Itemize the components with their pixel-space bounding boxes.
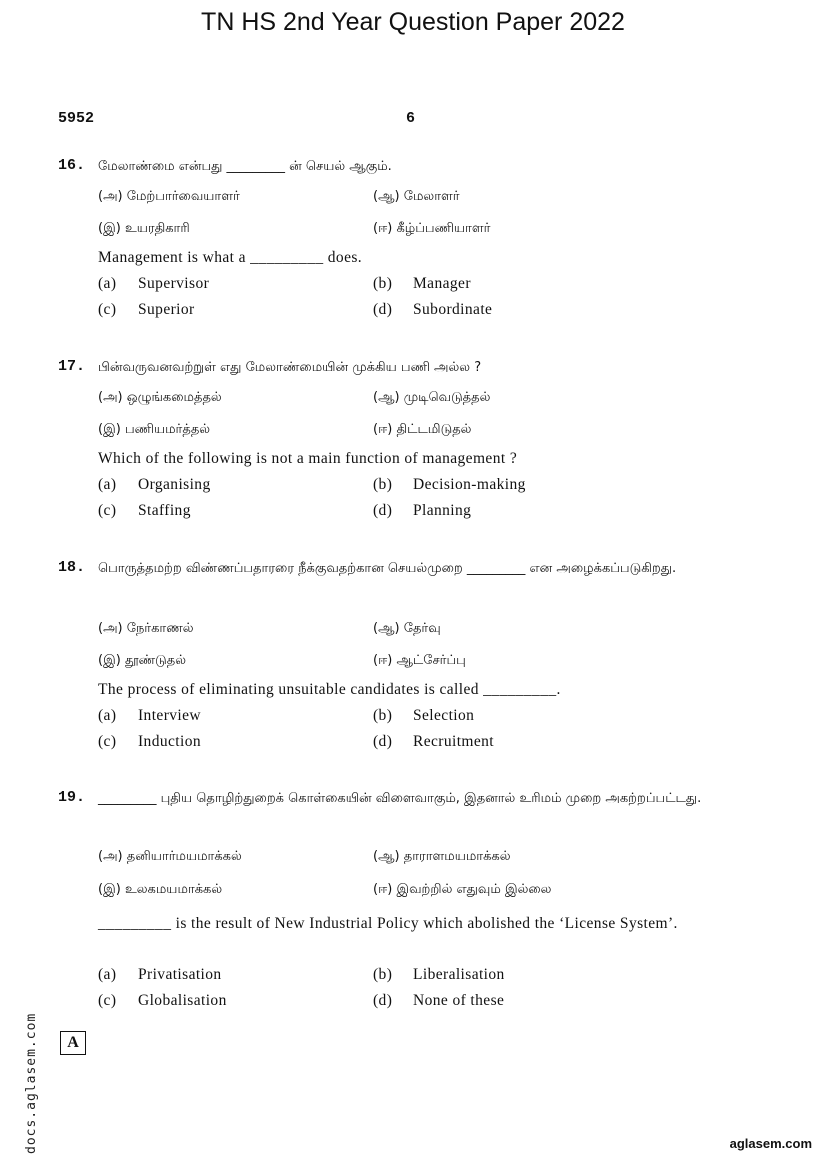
footer-brand: aglasem.com (729, 1136, 812, 1151)
english-option-c (98, 502, 191, 520)
tamil-option-c (98, 221, 190, 237)
question-19 (58, 789, 733, 1019)
option-text: Privatisation (138, 966, 222, 983)
paper-code: 5952 (58, 110, 95, 127)
tamil-question-text: பின்வருவனவற்றுள் எது மேலாண்மையின் முக்கிய பணி அல்ல ? (98, 360, 482, 375)
question-number: 17. (58, 358, 86, 375)
option-label: (c) (98, 733, 117, 750)
english-option-b (373, 707, 474, 725)
english-option-a (98, 707, 201, 725)
option-text: Staffing (138, 502, 191, 519)
option-text: Superior (138, 301, 195, 318)
side-watermark: docs.aglasem.com (24, 1012, 39, 1154)
option-label: (ஆ) (373, 189, 400, 204)
option-label: (a) (98, 707, 117, 724)
question-number: 19. (58, 789, 86, 806)
english-option-a (98, 476, 211, 494)
tamil-option-a (98, 849, 242, 865)
option-label: (ஈ) (373, 422, 393, 437)
option-label: (c) (98, 502, 117, 519)
option-text: இவற்றில் எதுவும் இல்லை (396, 882, 552, 897)
english-option-b (373, 476, 526, 494)
option-text: மேற்பார்வையாளர் (126, 189, 240, 204)
option-label: (இ) (98, 653, 121, 668)
english-question-text: The process of eliminating unsuitable candidates is called _________. (98, 681, 561, 698)
tamil-option-a (98, 390, 222, 406)
page-title: TN HS 2nd Year Question Paper 2022 (201, 8, 625, 36)
tamil-question-text: பொருத்தமற்ற விண்ணப்பதாரரை நீக்குவதற்கான செயல்முறை _________ என அழைக்கப்படுகிறது. (98, 561, 677, 576)
option-label: (a) (98, 966, 117, 983)
tamil-option-b (373, 621, 441, 637)
option-label: (அ) (98, 390, 123, 405)
english-question-text: Which of the following is not a main function of management ? (98, 450, 518, 467)
tamil-option-a (98, 621, 194, 637)
option-text: தனியார்மயமாக்கல் (126, 849, 242, 864)
option-text: தூண்டுதல் (124, 653, 187, 668)
option-label: (b) (373, 966, 393, 983)
option-label: (ஆ) (373, 849, 400, 864)
option-label: (d) (373, 992, 393, 1009)
english-option-d (373, 992, 504, 1010)
page-number: 6 (406, 110, 416, 127)
english-option-a (98, 275, 209, 293)
option-text: மேலாளர் (403, 189, 460, 204)
option-text: Induction (138, 733, 202, 750)
tamil-option-c (98, 882, 222, 898)
option-text: ஒழுங்கமைத்தல் (126, 390, 222, 405)
option-text: Subordinate (413, 301, 493, 318)
option-label: (b) (373, 707, 393, 724)
english-option-d (373, 733, 494, 751)
option-label: (b) (373, 275, 393, 292)
option-text: ஆட்சேர்ப்பு (396, 653, 466, 668)
option-text: Recruitment (413, 733, 495, 750)
tamil-option-d (373, 653, 466, 669)
option-label: (அ) (98, 849, 123, 864)
option-text: தேர்வு (403, 621, 441, 636)
option-text: Organising (138, 476, 211, 493)
option-text: முடிவெடுத்தல் (403, 390, 491, 405)
option-label: (ஈ) (373, 882, 393, 897)
option-label: (இ) (98, 422, 121, 437)
option-text: பணியமர்த்தல் (124, 422, 211, 437)
option-text: Decision-making (413, 476, 526, 493)
option-label: (ஆ) (373, 621, 400, 636)
option-label: (d) (373, 502, 393, 519)
option-text: None of these (413, 992, 505, 1009)
option-label: (ஈ) (373, 221, 393, 236)
option-text: நேர்காணல் (126, 621, 194, 636)
option-text: Supervisor (138, 275, 210, 292)
option-text: Globalisation (138, 992, 227, 1009)
english-option-b (373, 966, 505, 984)
option-text: Selection (413, 707, 475, 724)
question-number: 16. (58, 157, 86, 174)
tamil-option-d (373, 882, 551, 898)
option-text: தாராளமயமாக்கல் (403, 849, 511, 864)
english-option-d (373, 502, 471, 520)
question-18 (58, 559, 733, 759)
tamil-option-d (373, 221, 490, 237)
option-text: உயரதிகாரி (124, 221, 190, 236)
option-label: (அ) (98, 621, 123, 636)
option-label: (c) (98, 992, 117, 1009)
english-question-text: _________ is the result of New Industrial Policy which abolished the ‘License System’. (98, 915, 678, 932)
option-label: (d) (373, 301, 393, 318)
tamil-option-b (373, 189, 460, 205)
option-label: (இ) (98, 882, 121, 897)
question-17 (58, 358, 733, 528)
option-text: Manager (413, 275, 471, 292)
english-option-a (98, 966, 222, 984)
english-option-b (373, 275, 471, 293)
tamil-question-text: மேலாண்மை என்பது _________ ன் செயல் ஆகும். (98, 159, 392, 174)
option-label: (ஈ) (373, 653, 393, 668)
english-option-c (98, 301, 195, 319)
option-label: (d) (373, 733, 393, 750)
option-text: Planning (413, 502, 472, 519)
option-text: Interview (138, 707, 201, 724)
tamil-option-a (98, 189, 240, 205)
tamil-option-c (98, 653, 186, 669)
english-question-text: Management is what a _________ does. (98, 249, 363, 266)
option-label: (a) (98, 476, 117, 493)
tamil-question-text: _________ புதிய தொழிற்துறைக் கொள்கையின் விளைவாகும், இதனால் உரிமம் முறை அகற்றப்பட்டது. (98, 791, 702, 806)
option-text: கீழ்ப்பணியாளர் (396, 221, 491, 236)
option-text: உலகமயமாக்கல் (124, 882, 223, 897)
tamil-option-b (373, 390, 490, 406)
tamil-option-d (373, 422, 471, 438)
tamil-option-c (98, 422, 210, 438)
option-label: (இ) (98, 221, 121, 236)
english-option-c (98, 733, 201, 751)
option-label: (ஆ) (373, 390, 400, 405)
option-text: Liberalisation (413, 966, 505, 983)
english-option-c (98, 992, 227, 1010)
option-text: திட்டமிடுதல் (396, 422, 472, 437)
option-label: (b) (373, 476, 393, 493)
option-label: (a) (98, 275, 117, 292)
option-label: (அ) (98, 189, 123, 204)
tamil-option-b (373, 849, 511, 865)
english-option-d (373, 301, 492, 319)
question-number: 18. (58, 559, 86, 576)
question-16 (58, 157, 733, 327)
section-marker-box: A (60, 1031, 86, 1055)
option-label: (c) (98, 301, 117, 318)
